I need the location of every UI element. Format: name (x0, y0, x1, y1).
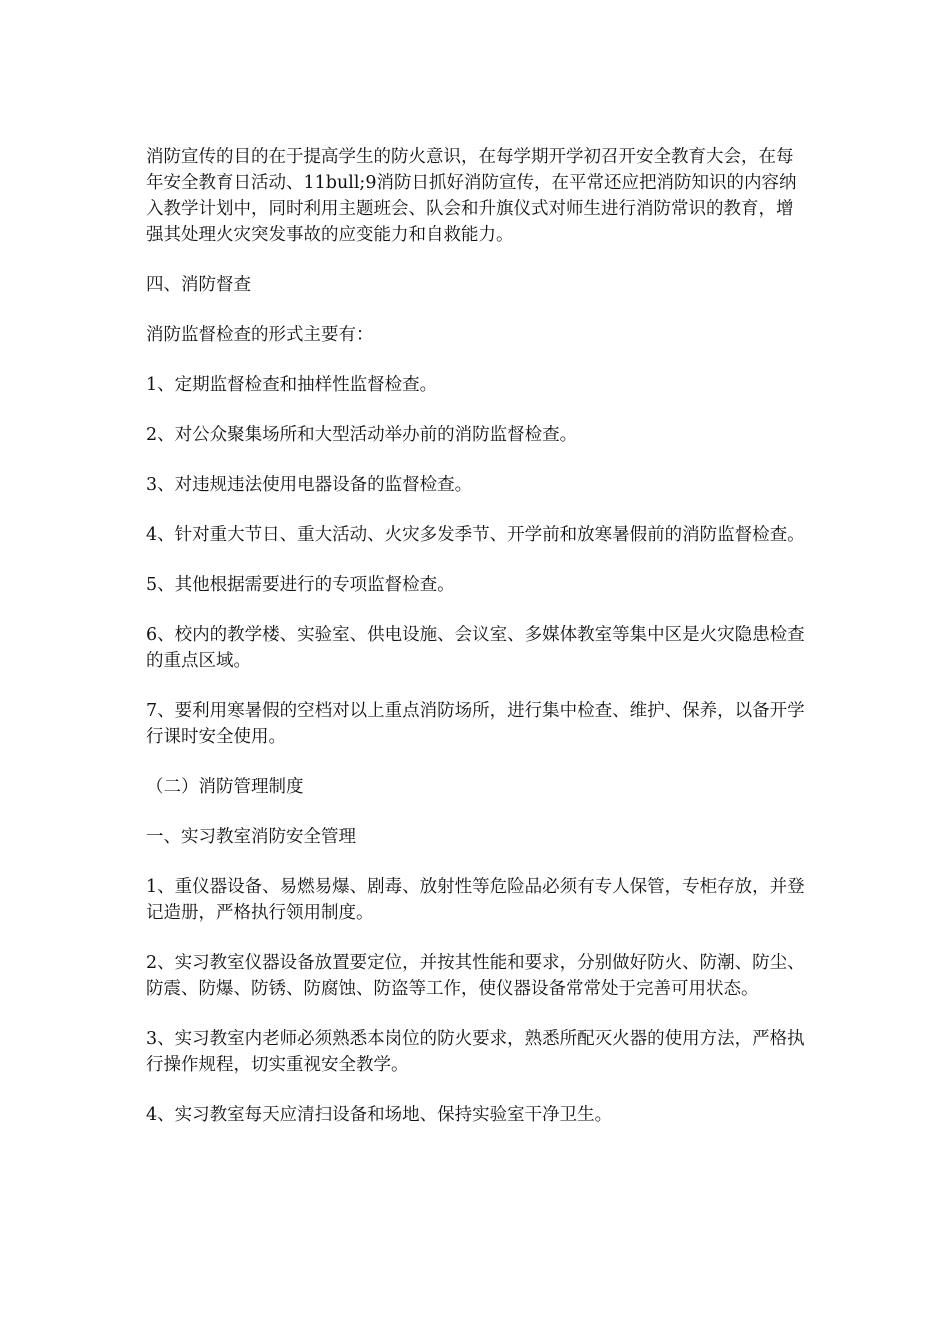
list-item-inspection-7: 7、要利用寒暑假的空档对以上重点消防场所，进行集中检查、维护、保养，以备开学行课时安全使用。 (146, 701, 805, 747)
paragraph-inspection-forms-intro: 消防监督检查的形式主要有： (146, 325, 374, 345)
list-item-lab-4: 4、实习教室每天应清扫设备和场地、保持实验室干净卫生。 (146, 1105, 613, 1125)
list-item-inspection-2: 2、对公众聚集场所和大型活动举办前的消防监督检查。 (146, 425, 578, 445)
list-item-inspection-1: 1、定期监督检查和抽样性监督检查。 (146, 375, 438, 395)
paragraph-fire-publicity: 消防宣传的目的在于提高学生的防火意识，在每学期开学初召开安全教育大会，在每年安全教育日活动、11bull;9消防日抓好消防宣传，在平常还应把消防知识的内容纳入教学计划中，同时利用主题班会、队会和升旗仪式对师生进行消防常识的教育，增强其处理火灾突发事故的应变能力和自救能力。 (146, 147, 797, 245)
list-item-inspection-4: 4、针对重大节日、重大活动、火灾多发季节、开学前和放寒暑假前的消防监督检查。 (146, 525, 805, 545)
document-body (146, 144, 806, 1152)
list-item-inspection-5: 5、其他根据需要进行的专项监督检查。 (146, 575, 455, 595)
section-heading-fire-management-rules: （二）消防管理制度 (146, 777, 304, 797)
list-item-lab-1: 1、重仪器设备、易燃易爆、剧毒、放射性等危险品必须有专人保管，专柜存放，并登记造册，严格执行领用制度。 (146, 877, 805, 923)
list-item-inspection-3: 3、对违规违法使用电器设备的监督检查。 (146, 475, 473, 495)
section-heading-fire-inspection: 四、消防督查 (146, 275, 251, 295)
list-item-lab-2: 2、实习教室仪器设备放置要定位，并按其性能和要求，分别做好防火、防潮、防尘、防震、防爆、防锈、防腐蚀、防盗等工作，使仪器设备常常处于完善可用状态。 (146, 953, 805, 999)
subsection-heading-lab-safety: 一、实习教室消防安全管理 (146, 827, 356, 847)
list-item-lab-3: 3、实习教室内老师必须熟悉本岗位的防火要求，熟悉所配灭火器的使用方法，严格执行操作规程，切实重视安全教学。 (146, 1029, 805, 1075)
list-item-inspection-6: 6、校内的教学楼、实验室、供电设施、会议室、多媒体教室等集中区是火灾隐患检查的重点区域。 (146, 625, 805, 671)
